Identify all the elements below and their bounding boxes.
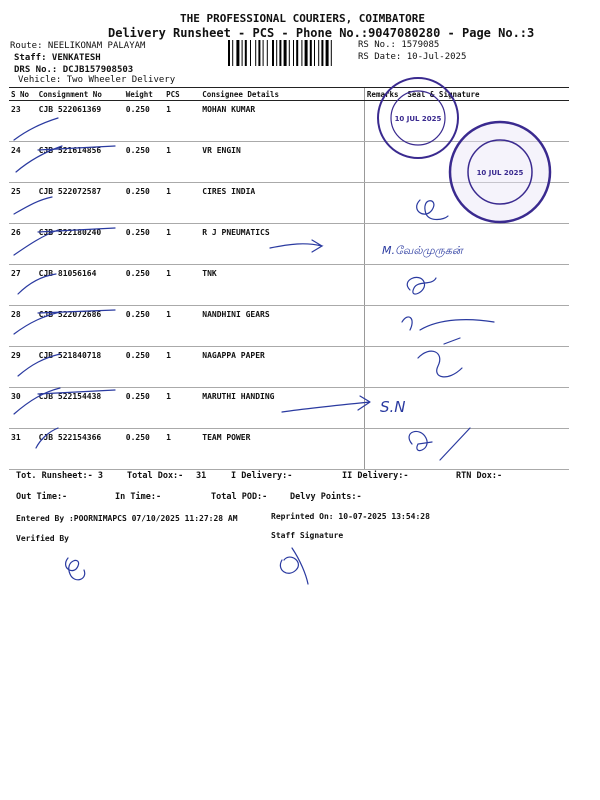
runsheet-subtitle: Delivery Runsheet - PCS - Phone No.:9047080280 - Page No.:3 — [108, 26, 535, 40]
ii-delivery: II Delivery:- — [342, 471, 409, 481]
row-consignee: VR ENGIN — [200, 142, 364, 183]
table-row — [9, 183, 569, 224]
row-pcs: 1 — [164, 142, 200, 183]
row-consignment: CJB 81056164 — [37, 265, 124, 306]
barcode-bar — [276, 40, 277, 66]
row-consignee: CIRES INDIA — [200, 183, 364, 224]
row-remarks — [364, 265, 405, 306]
barcode-bar — [293, 40, 294, 66]
table-row — [9, 306, 569, 347]
delvy-points: Delvy Points:- — [290, 492, 362, 502]
row-signature — [405, 224, 569, 265]
barcode-bar — [305, 40, 308, 66]
row-weight: 0.250 — [124, 306, 164, 347]
row-sno: 27 — [9, 265, 37, 306]
table-row — [9, 347, 569, 388]
row-consignment: CJB 522061369 — [37, 101, 124, 142]
col-seal-signature: Seal & Signature — [405, 88, 569, 101]
barcode-bar — [250, 40, 251, 66]
row-weight: 0.250 — [124, 142, 164, 183]
row-signature — [405, 183, 569, 224]
row-signature — [405, 101, 569, 142]
staff-signature-mark — [280, 548, 308, 584]
barcode-bar — [236, 40, 239, 66]
table-header-row — [9, 88, 569, 101]
row-consignee: NAGAPPA PAPER — [200, 347, 364, 388]
row-weight: 0.250 — [124, 347, 164, 388]
row-sno: 26 — [9, 224, 37, 265]
row-consignee: TEAM POWER — [200, 429, 364, 470]
barcode-bar — [326, 40, 329, 66]
row-sno: 30 — [9, 388, 37, 429]
rs-date: RS Date: 10-Jul-2025 — [358, 52, 467, 62]
row-signature — [405, 347, 569, 388]
row-remarks — [364, 388, 405, 429]
reprinted-on: Reprinted On: 10-07-2025 13:54:28 — [271, 512, 430, 521]
row-consignment: CJB 522154366 — [37, 429, 124, 470]
barcode-bar — [310, 40, 312, 66]
table-row — [9, 429, 569, 470]
barcode-bar — [267, 40, 268, 66]
in-time: In Time:- — [115, 492, 162, 502]
stamp2-date: 10 JUL 2025 — [476, 169, 524, 177]
barcode-bar — [296, 40, 298, 66]
row-consignee: R J PNEUMATICS — [200, 224, 364, 265]
col-consignment: Consignment No — [37, 88, 124, 101]
row-signature — [405, 306, 569, 347]
row-remarks — [364, 347, 405, 388]
row-remarks — [364, 224, 405, 265]
row-pcs: 1 — [164, 183, 200, 224]
verified-by: Verified By — [16, 534, 69, 543]
barcode-bar — [301, 40, 302, 66]
drs-number: DRS No.: DCJB157908503 — [14, 65, 134, 75]
i-delivery: I Delivery:- — [231, 471, 293, 481]
row-consignee: NANDHINI GEARS — [200, 306, 364, 347]
row-consignment: CJB 522072686 — [37, 306, 124, 347]
row-remarks — [364, 183, 405, 224]
row-consignment: CJB 522180240 — [37, 224, 124, 265]
barcode-bar — [245, 40, 247, 66]
row-pcs: 1 — [164, 306, 200, 347]
row-signature — [405, 142, 569, 183]
barcode-bar — [232, 40, 233, 66]
table-row — [9, 388, 569, 429]
row-pcs: 1 — [164, 265, 200, 306]
col-consignee: Consignee Details — [200, 88, 364, 101]
barcode-bar — [228, 40, 230, 66]
row-consignment: CJB 521840718 — [37, 347, 124, 388]
vehicle-label: Vehicle: Two Wheeler Delivery — [18, 75, 176, 85]
out-time: Out Time:- — [16, 492, 68, 502]
total-dox-label: Total Dox:- — [127, 471, 184, 481]
row-sno: 23 — [9, 101, 37, 142]
barcode-bar — [321, 40, 323, 66]
row-weight: 0.250 — [124, 183, 164, 224]
barcode-bar — [258, 40, 260, 66]
barcode — [228, 40, 353, 66]
row-sno: 28 — [9, 306, 37, 347]
row-signature — [405, 429, 569, 470]
row-pcs: 1 — [164, 429, 200, 470]
row-sno: 25 — [9, 183, 37, 224]
table-row — [9, 142, 569, 183]
total-pod: Total POD:- — [211, 492, 268, 502]
row-signature — [405, 265, 569, 306]
staff-signature-label: Staff Signature — [271, 531, 344, 540]
barcode-bar — [314, 40, 315, 66]
barcode-bar — [272, 40, 274, 66]
verified-signature — [66, 558, 85, 580]
table-row — [9, 224, 569, 265]
barcode-bar — [279, 40, 281, 66]
barcode-bar — [289, 40, 290, 66]
barcode-bar — [331, 40, 332, 66]
table-row — [9, 101, 569, 142]
row-remarks — [364, 142, 405, 183]
col-remarks: Remarks — [364, 88, 405, 101]
total-dox-value: 31 — [196, 471, 207, 481]
row-consignment: CJB 522072587 — [37, 183, 124, 224]
row-signature — [405, 388, 569, 429]
col-pcs: PCS — [164, 88, 200, 101]
row-pcs: 1 — [164, 101, 200, 142]
rtn-dox: RTN Dox:- — [456, 471, 503, 481]
row-sno: 31 — [9, 429, 37, 470]
barcode-bar — [242, 40, 243, 66]
row-sno: 29 — [9, 347, 37, 388]
row-consignee: MOHAN KUMAR — [200, 101, 364, 142]
row-consignment: CJB 522154438 — [37, 388, 124, 429]
col-sno: S No — [9, 88, 37, 101]
table-row — [9, 265, 569, 306]
entered-by: Entered By :POORNIMAPCS 07/10/2025 11:27:28 AM — [16, 514, 238, 523]
row-remarks — [364, 429, 405, 470]
handwritten-name-30: S.N — [380, 398, 406, 416]
row-weight: 0.250 — [124, 224, 164, 265]
handwritten-name-26: M.வேல்முருகன் — [382, 244, 463, 257]
staff-label: Staff: VENKATESH — [14, 53, 101, 63]
row-consignee: TNK — [200, 265, 364, 306]
row-weight: 0.250 — [124, 265, 164, 306]
barcode-bar — [284, 40, 287, 66]
row-pcs: 1 — [164, 224, 200, 265]
company-name: THE PROFESSIONAL COURIERS, COIMBATORE — [180, 12, 426, 25]
row-pcs: 1 — [164, 388, 200, 429]
barcode-bar — [255, 40, 256, 66]
row-weight: 0.250 — [124, 101, 164, 142]
route-label: Route: NEELIKONAM PALAYAM — [10, 41, 146, 51]
col-weight: Weight — [124, 88, 164, 101]
row-consignee: MARUTHI HANDING — [200, 388, 364, 429]
row-consignment: CJB 521614856 — [37, 142, 124, 183]
barcode-bar — [318, 40, 319, 66]
rs-number: RS No.: 1579085 — [358, 40, 440, 50]
stamp1-date: 10 JUL 2025 — [394, 115, 442, 123]
barcode-bar — [263, 40, 264, 66]
row-remarks — [364, 306, 405, 347]
tot-runsheet: Tot. Runsheet:- 3 — [16, 471, 103, 481]
row-weight: 0.250 — [124, 388, 164, 429]
row-weight: 0.250 — [124, 429, 164, 470]
runsheet-table — [9, 87, 569, 470]
row-pcs: 1 — [164, 347, 200, 388]
row-sno: 24 — [9, 142, 37, 183]
row-remarks — [364, 101, 405, 142]
